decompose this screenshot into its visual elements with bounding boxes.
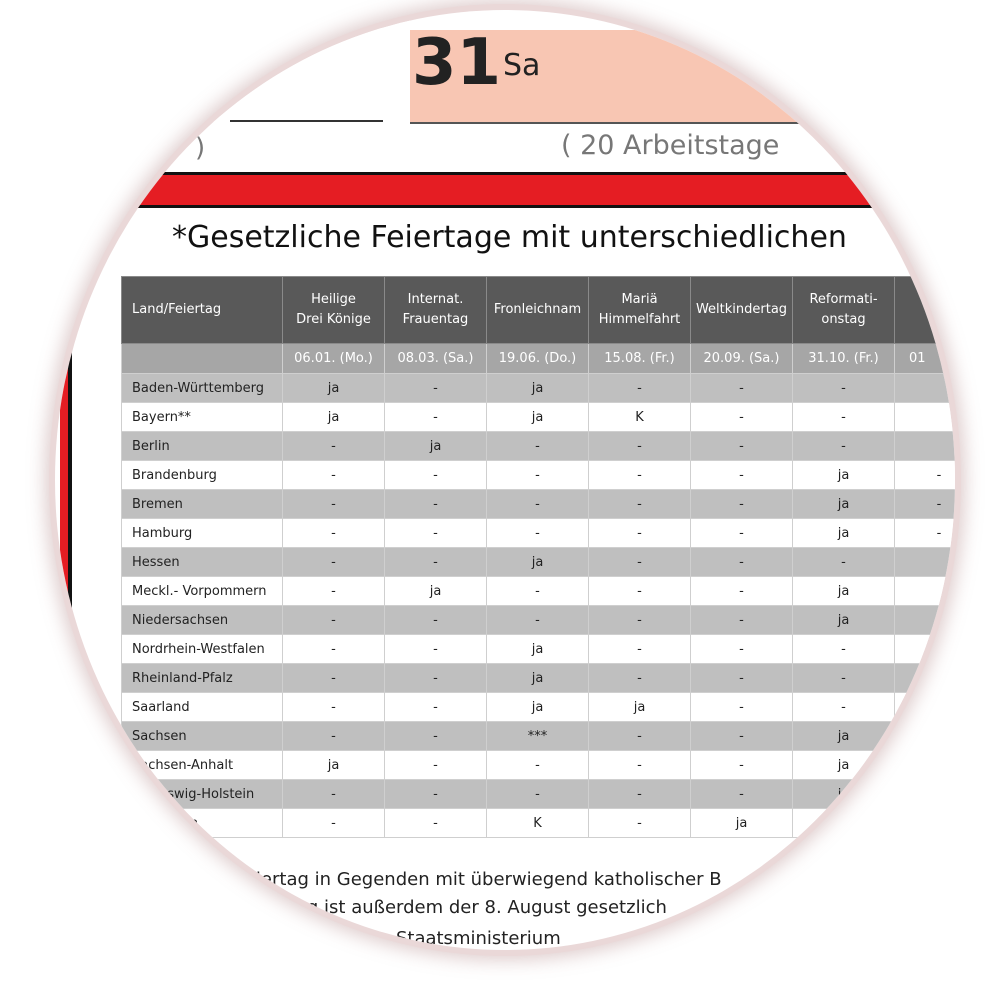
holiday-cell: -: [283, 490, 385, 519]
holiday-cell: ja: [793, 461, 895, 490]
footnote-2: In Augsburg ist außerdem der 8. August gesetzlich: [210, 897, 667, 918]
holiday-date: 06.01. (Mo.): [283, 344, 385, 374]
table-row: [122, 809, 956, 838]
table-header-row: [122, 277, 956, 344]
column-header-holiday: Internat. Frauentag: [385, 277, 487, 344]
table-row: [122, 780, 956, 809]
holiday-cell: -: [793, 635, 895, 664]
table-row: [122, 577, 956, 606]
holiday-cell: -: [691, 693, 793, 722]
state-name: Sachsen: [122, 722, 283, 751]
holiday-cell: ja: [793, 577, 895, 606]
header-divider: [230, 120, 383, 122]
holiday-cell: [895, 809, 956, 838]
state-name: Saarland: [122, 693, 283, 722]
holiday-cell: -: [589, 577, 691, 606]
holiday-cell: -: [487, 780, 589, 809]
holiday-date: 20.09. (Sa.): [691, 344, 793, 374]
holiday-cell: -: [283, 780, 385, 809]
holiday-cell: -: [589, 519, 691, 548]
table-row: [122, 374, 956, 403]
holiday-cell: -: [793, 374, 895, 403]
holiday-cell: -: [691, 519, 793, 548]
holiday-cell: -: [283, 519, 385, 548]
holiday-table: [121, 276, 955, 838]
holiday-cell: -: [487, 432, 589, 461]
holiday-cell: -: [385, 461, 487, 490]
holiday-cell: -: [589, 635, 691, 664]
holiday-cell: -: [589, 606, 691, 635]
holiday-cell: -: [691, 548, 793, 577]
holiday-cell: [895, 432, 956, 461]
column-header-holiday: Heilige Drei Könige: [283, 277, 385, 344]
holiday-cell: ja: [487, 664, 589, 693]
column-header-holiday: Reformati- onstag: [793, 277, 895, 344]
holiday-cell: -: [793, 548, 895, 577]
page-title: *Gesetzliche Feiertage mit unterschiedlichen: [172, 220, 847, 255]
working-days-label: ( 20 Arbeitstage: [561, 130, 780, 161]
holiday-cell: ***: [487, 722, 589, 751]
holiday-cell: -: [589, 461, 691, 490]
holiday-cell: -: [691, 461, 793, 490]
holiday-cell: ja: [487, 635, 589, 664]
holiday-cell: ja: [793, 751, 895, 780]
holiday-cell: -: [385, 751, 487, 780]
header-paren: ): [195, 133, 206, 163]
holiday-cell: [895, 635, 956, 664]
holiday-cell: -: [283, 693, 385, 722]
state-name: Niedersachsen: [122, 606, 283, 635]
holiday-cell: K: [589, 403, 691, 432]
holiday-cell: ja: [487, 374, 589, 403]
holiday-cell: -: [487, 577, 589, 606]
column-header-holiday: Mariä Himmelfahrt: [589, 277, 691, 344]
holiday-cell: ja: [487, 693, 589, 722]
date-number: 31: [412, 26, 502, 100]
holiday-date: 08.03. (Sa.): [385, 344, 487, 374]
holiday-cell: -: [385, 664, 487, 693]
holiday-date: 31.10. (Fr.): [793, 344, 895, 374]
holiday-cell: -: [283, 461, 385, 490]
holiday-cell: -: [691, 722, 793, 751]
holiday-cell: ja: [283, 751, 385, 780]
state-name: Baden-Württemberg: [122, 374, 283, 403]
holiday-cell: [895, 693, 956, 722]
table-row: [122, 519, 956, 548]
holiday-cell: -: [793, 693, 895, 722]
holiday-cell: -: [589, 374, 691, 403]
holiday-cell: -: [385, 519, 487, 548]
holiday-cell: -: [283, 809, 385, 838]
red-left-border: [60, 205, 68, 865]
holiday-cell: -: [691, 635, 793, 664]
holiday-cell: -: [283, 548, 385, 577]
holiday-cell: -: [385, 374, 487, 403]
holiday-date: 15.08. (Fr.): [589, 344, 691, 374]
footnote-3: nden vom Staatsministerium: [300, 928, 561, 949]
holiday-cell: -: [589, 664, 691, 693]
holiday-cell: -: [385, 809, 487, 838]
date-row: [122, 344, 956, 374]
holiday-cell: -: [691, 664, 793, 693]
holiday-cell: -: [487, 519, 589, 548]
table-row: [122, 693, 956, 722]
holiday-cell: ja: [793, 722, 895, 751]
state-name: Schleswig-Holstein: [122, 780, 283, 809]
holiday-cell: -: [895, 490, 956, 519]
holiday-date: 01: [895, 344, 956, 374]
holiday-cell: -: [691, 751, 793, 780]
table-row: [122, 751, 956, 780]
holiday-cell: -: [691, 432, 793, 461]
holiday-cell: ja: [793, 606, 895, 635]
holiday-cell: -: [793, 403, 895, 432]
holiday-cell: ja: [793, 780, 895, 809]
footnote-1: **Gesetzlicher Feiertag in Gegenden mit überwiegend katholischer B: [100, 869, 722, 890]
holiday-cell: [895, 606, 956, 635]
holiday-cell: -: [691, 606, 793, 635]
holiday-cell: -: [589, 548, 691, 577]
holiday-cell: -: [589, 432, 691, 461]
state-name: Hessen: [122, 548, 283, 577]
table-row: [122, 548, 956, 577]
column-header-holiday: Fronleichnam: [487, 277, 589, 344]
table-row: [122, 490, 956, 519]
state-name: Brandenburg: [122, 461, 283, 490]
holiday-cell: -: [793, 432, 895, 461]
holiday-cell: -: [283, 635, 385, 664]
holiday-cell: -: [385, 693, 487, 722]
holiday-cell: -: [589, 490, 691, 519]
holiday-cell: ja: [487, 403, 589, 432]
table-row: [122, 664, 956, 693]
red-divider-bar: [60, 172, 955, 208]
holiday-cell: K: [487, 809, 589, 838]
holiday-cell: -: [385, 635, 487, 664]
holiday-cell: -: [385, 490, 487, 519]
holiday-cell: -: [589, 780, 691, 809]
holiday-cell: ja: [589, 693, 691, 722]
holiday-cell: [895, 374, 956, 403]
state-name: Nordrhein-Westfalen: [122, 635, 283, 664]
holiday-cell: -: [487, 490, 589, 519]
holiday-cell: -: [487, 461, 589, 490]
holiday-cell: ja: [283, 403, 385, 432]
holiday-cell: -: [385, 403, 487, 432]
holiday-cell: ja: [385, 432, 487, 461]
state-name: Bayern**: [122, 403, 283, 432]
holiday-cell: -: [385, 606, 487, 635]
holiday-cell: -: [691, 780, 793, 809]
state-name: Hamburg: [122, 519, 283, 548]
holiday-cell: -: [691, 577, 793, 606]
holiday-cell: -: [589, 751, 691, 780]
holiday-cell: [895, 548, 956, 577]
holiday-cell: -: [589, 809, 691, 838]
holiday-cell: -: [895, 461, 956, 490]
table-row: [122, 722, 956, 751]
holiday-cell: -: [691, 490, 793, 519]
magnifier-lens: [55, 10, 955, 950]
state-name: Sachsen-Anhalt: [122, 751, 283, 780]
column-header-land: Land/Feiertag: [122, 277, 283, 344]
table-row: [122, 635, 956, 664]
holiday-cell: [895, 751, 956, 780]
table-row: [122, 432, 956, 461]
holiday-date: 19.06. (Do.): [487, 344, 589, 374]
holiday-cell: -: [283, 432, 385, 461]
holiday-cell: -: [691, 374, 793, 403]
holiday-cell: [895, 780, 956, 809]
holiday-cell: ja: [283, 374, 385, 403]
holiday-cell: [895, 403, 956, 432]
holiday-cell: -: [793, 809, 895, 838]
holiday-cell: -: [793, 664, 895, 693]
holiday-cell: [895, 577, 956, 606]
column-header-holiday: Weltkindertag: [691, 277, 793, 344]
calendar-page: [55, 10, 955, 950]
holiday-cell: -: [283, 577, 385, 606]
holiday-cell: -: [283, 664, 385, 693]
holiday-cell: ja: [793, 519, 895, 548]
holiday-cell: -: [385, 780, 487, 809]
column-header-holiday: [895, 277, 956, 344]
holiday-cell: ja: [385, 577, 487, 606]
holiday-cell: -: [487, 606, 589, 635]
state-name: Bremen: [122, 490, 283, 519]
state-name: Berlin: [122, 432, 283, 461]
table-row: [122, 403, 956, 432]
holiday-cell: -: [283, 606, 385, 635]
state-name: Rheinland-Pfalz: [122, 664, 283, 693]
holiday-cell: -: [691, 403, 793, 432]
holiday-cell: -: [385, 548, 487, 577]
state-name: Meckl.- Vorpommern: [122, 577, 283, 606]
table-row: [122, 461, 956, 490]
holiday-cell: ja: [793, 490, 895, 519]
holiday-cell: -: [589, 722, 691, 751]
holiday-cell: ja: [691, 809, 793, 838]
holiday-cell: -: [385, 722, 487, 751]
holiday-cell: [895, 722, 956, 751]
holiday-cell: -: [487, 751, 589, 780]
table-row: [122, 606, 956, 635]
holiday-cell: ja: [487, 548, 589, 577]
holiday-cell: -: [283, 722, 385, 751]
day-label: Sa: [503, 48, 541, 83]
holiday-cell: -: [895, 519, 956, 548]
state-name: Thüringen: [122, 809, 283, 838]
holiday-cell: [895, 664, 956, 693]
